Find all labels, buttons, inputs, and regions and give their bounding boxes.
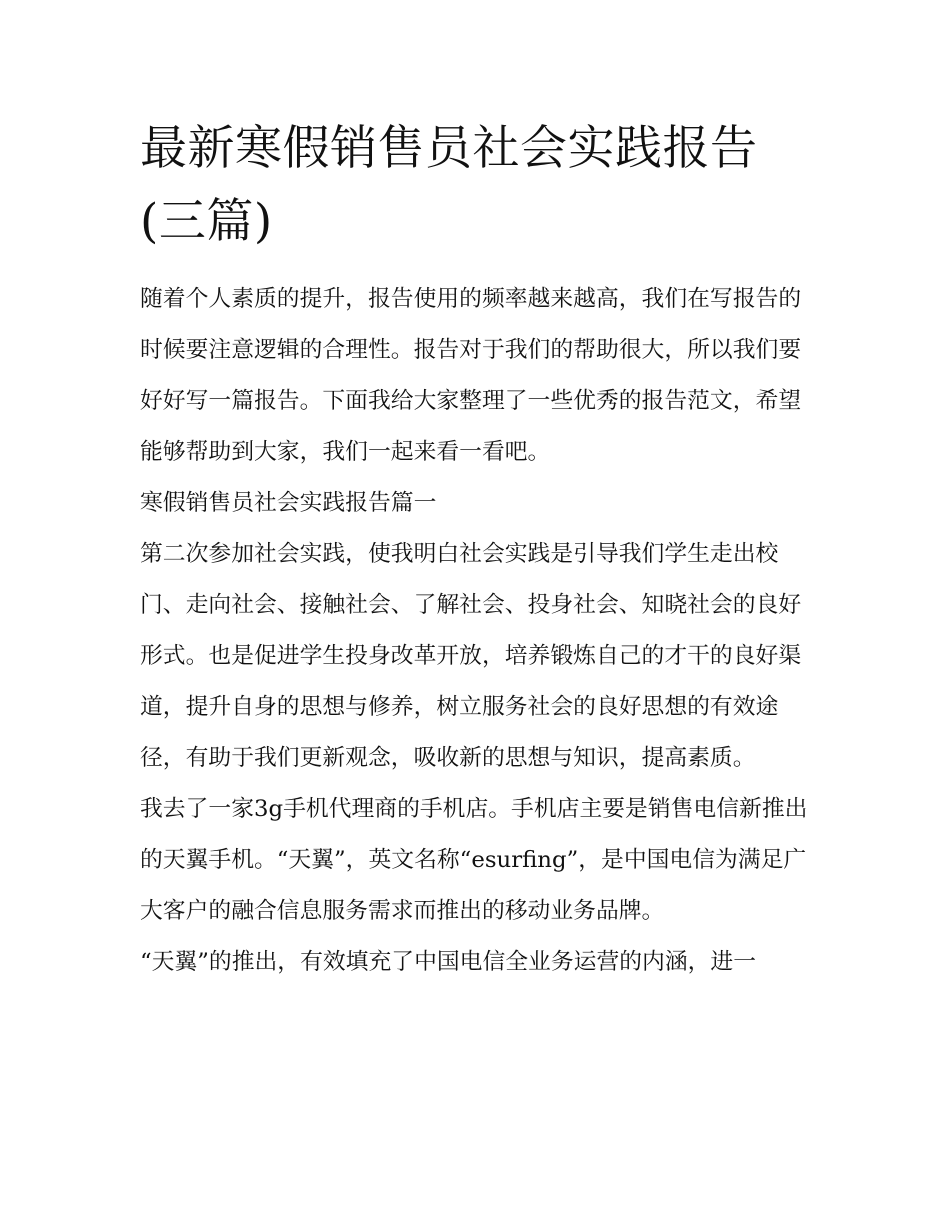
document-page <box>140 112 820 988</box>
intro-paragraph: 随着个人素质的提升，报告使用的频率越来越高，我们在写报告的时候要注意逻辑的合理性。报告对于我们的帮助很大，所以我们要好好写一篇报告。下面我给大家整理了一些优秀的报告范文，希望能够帮助到大家，我们一起来看一看吧。 <box>140 286 802 465</box>
document-title: 最新寒假销售员社会实践报告(三篇) <box>140 121 758 249</box>
document-body <box>140 274 820 988</box>
section-heading: 寒假销售员社会实践报告篇一 <box>140 490 437 516</box>
body-paragraph: 我去了一家3g手机代理商的手机店。手机店主要是销售电信新推出的天翼手机。“天翼”，英文名称“esurfing”，是中国电信为满足广大客户的融合信息服务需求而推出的移动业务品牌。 <box>140 796 808 924</box>
body-paragraph: “天翼”的推出，有效填充了中国电信全业务运营的内涵，进一 <box>140 949 757 975</box>
body-paragraph: 第二次参加社会实践，使我明白社会实践是引导我们学生走出校门、走向社会、接触社会、了解社会、投身社会、知晓社会的良好形式。也是促进学生投身改革开放，培养锻炼自己的才干的良好渠道，提升自身的思想与修养，树立服务社会的良好思想的有效途径，有助于我们更新观念，吸收新的思想与知识，提高素质。 <box>140 541 802 771</box>
